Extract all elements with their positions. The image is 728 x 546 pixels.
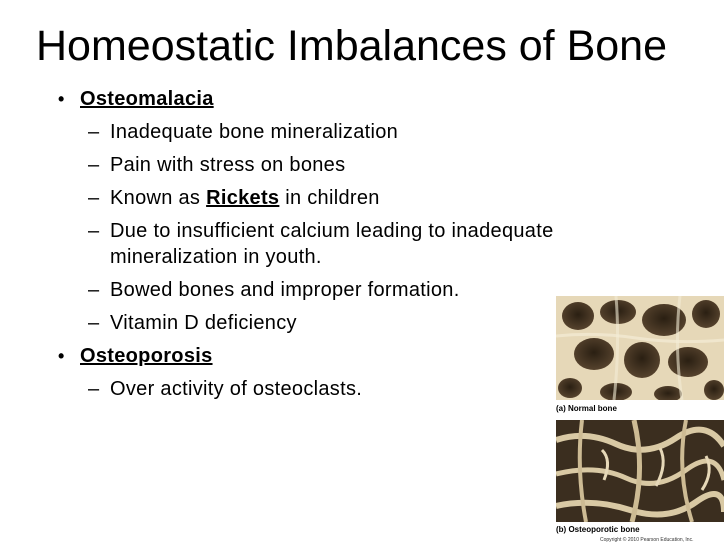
bullet-label-osteoporosis: Osteoporosis (80, 345, 213, 367)
normal-bone-illustration (556, 296, 724, 400)
sub-bullet (58, 119, 658, 145)
keyword-rickets: Rickets (206, 187, 280, 209)
sub-bullet-text: Bowed bones and improper formation. (110, 279, 460, 301)
slide-title: Homeostatic Imbalances of Bone (36, 22, 667, 70)
sub-bullet-text-before: Known as (110, 187, 207, 209)
bullet-osteomalacia (58, 86, 658, 112)
osteoporotic-bone-image (556, 420, 724, 522)
osteoporotic-bone-caption: (b) Osteoporotic bone (556, 525, 640, 534)
sub-bullet (58, 152, 658, 178)
sub-bullet (58, 185, 658, 211)
sub-bullet-text: Pain with stress on bones (110, 154, 346, 176)
dash-icon: – (88, 279, 100, 301)
sub-bullet-text: Over activity of osteoclasts. (110, 378, 363, 400)
dash-icon: – (88, 220, 100, 242)
sub-bullet-text-after: in children (279, 187, 380, 209)
dash-icon: – (88, 154, 100, 176)
osteoporotic-bone-illustration (556, 420, 724, 522)
normal-bone-image (556, 296, 724, 400)
dash-icon: – (88, 187, 100, 209)
sub-bullet-text: Inadequate bone mineralization (110, 121, 399, 143)
bullet-icon: • (58, 89, 65, 109)
sub-bullet-text: Due to insufficient calcium leading to inadequate mineralization in youth. (110, 220, 554, 268)
sub-bullet-text: Vitamin D deficiency (110, 312, 297, 334)
dash-icon: – (88, 121, 100, 143)
bullet-icon: • (58, 346, 65, 366)
sub-bullet (58, 218, 658, 270)
dash-icon: – (88, 378, 100, 400)
bullet-label-osteomalacia: Osteomalacia (80, 88, 214, 110)
copyright-notice: Copyright © 2010 Pearson Education, Inc. (600, 537, 694, 543)
normal-bone-caption: (a) Normal bone (556, 404, 617, 413)
dash-icon: – (88, 312, 100, 334)
